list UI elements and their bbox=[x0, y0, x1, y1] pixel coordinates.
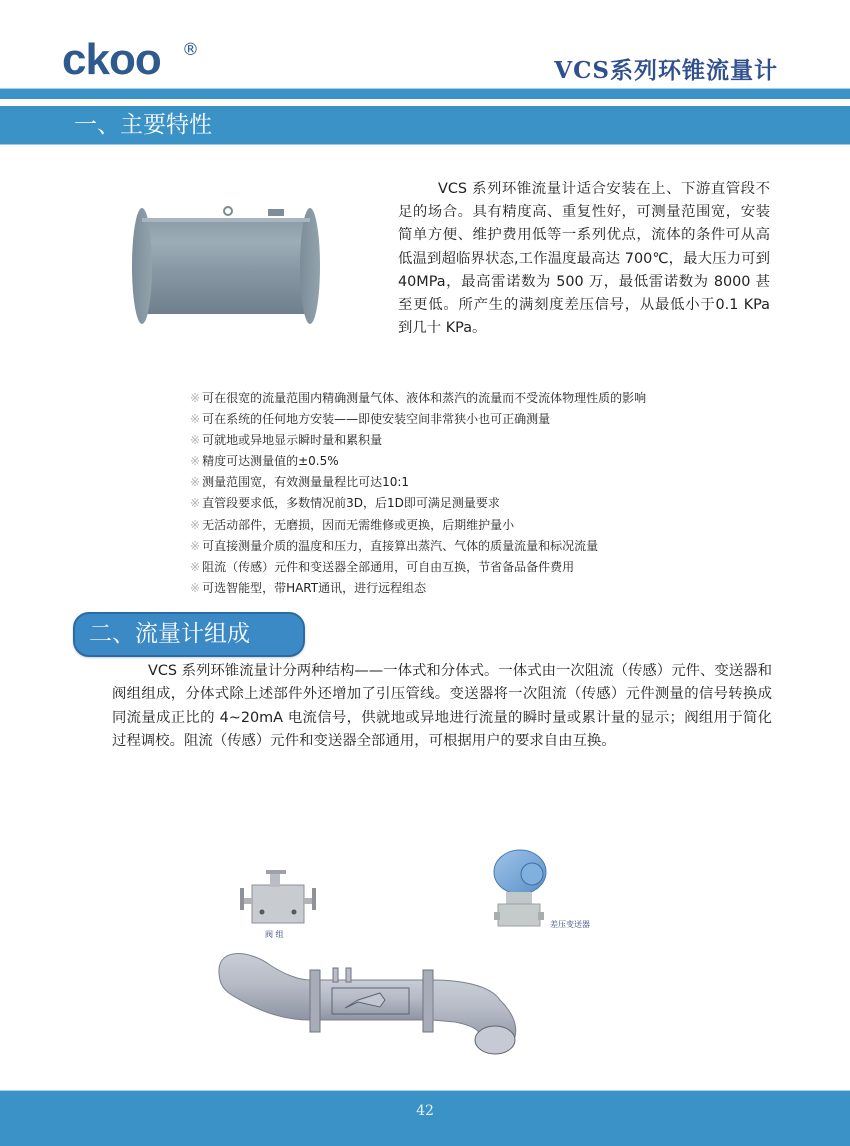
section1-title: 一、主要特性 bbox=[74, 112, 212, 138]
bullet-star-icon: ※ bbox=[190, 454, 201, 469]
feature-item bbox=[190, 493, 646, 514]
feature-text: 阻流（传感）元件和变送器全部通用，可自由互换，节省备品备件费用 bbox=[202, 559, 575, 574]
brand-logo: ckoo bbox=[62, 35, 161, 84]
feature-text: 精度可达测量值的±0.5% bbox=[202, 454, 339, 469]
feature-item bbox=[190, 451, 646, 472]
footer-bar bbox=[0, 1090, 850, 1146]
flowmeter-assembly-diagram bbox=[200, 840, 650, 1060]
bullet-star-icon: ※ bbox=[190, 412, 201, 427]
pressure-transmitter-icon bbox=[494, 850, 546, 926]
feature-text: 可在很宽的流量范围内精确测量气体、液体和蒸汽的流量而不受流体物理性质的影响 bbox=[202, 391, 647, 405]
composition-text: VCS 系列环锥流量计分两种结构——一体式和分体式。一体式由一次阻流（传感）元件、变送器和阀组组成，分体式除上述部件外还增加了引压管线。变送器将一次阻流（传感）元件测量的信号转换成同流量成正比的 4~20mA 电流信号，供就地或异地进行流量的瞬时量或累计量的显示；阀组用于简化过程调校。阻流（传感）元件和变送器全部通用，可根据用户的要求自由互换。 bbox=[112, 663, 772, 750]
feature-item bbox=[190, 557, 646, 578]
transmitter-label: 差压变送器 bbox=[550, 920, 590, 929]
valve-manifold-label: 阀 组 bbox=[265, 930, 284, 939]
feature-item bbox=[190, 472, 646, 493]
composition-paragraph bbox=[112, 660, 772, 754]
feature-item bbox=[190, 536, 646, 557]
feature-text: 可在系统的任何地方安装——即使安装空间非常狭小也可正确测量 bbox=[202, 412, 551, 427]
bullet-star-icon: ※ bbox=[190, 496, 201, 511]
feature-text: 可就地或异地显示瞬时量和累积量 bbox=[202, 433, 383, 448]
cone-flowmeter-photo bbox=[128, 206, 323, 326]
feature-text: 无活动部件，无磨损，因而无需维修或更换，后期维护量小 bbox=[202, 517, 515, 532]
registered-mark: ® bbox=[182, 40, 199, 60]
section1-header-bar bbox=[0, 106, 850, 145]
bullet-star-icon: ※ bbox=[190, 475, 201, 490]
cone-flowmeter-pipe-icon bbox=[219, 954, 516, 1054]
feature-item bbox=[190, 515, 646, 536]
document-title: VCS系列环锥流量计 bbox=[554, 57, 778, 84]
feature-text: 直管段要求低，多数情况前3D，后1D即可满足测量要求 bbox=[202, 496, 500, 511]
bullet-star-icon: ※ bbox=[190, 433, 201, 448]
page-number: 42 bbox=[416, 1103, 434, 1119]
feature-item bbox=[190, 578, 646, 599]
feature-list bbox=[190, 388, 646, 599]
bullet-star-icon: ※ bbox=[190, 517, 201, 532]
valve-manifold-icon bbox=[240, 870, 316, 923]
bullet-star-icon: ※ bbox=[190, 538, 201, 553]
feature-text: 可直接测量介质的温度和压力，直接算出蒸汽、气体的质量流量和标况流量 bbox=[202, 538, 599, 553]
feature-item bbox=[190, 430, 646, 451]
intro-text: VCS 系列环锥流量计适合安装在上、下游直管段不足的场合。具有精度高、重复性好，可测量范围宽，安装简单方便、维护费用低等一系列优点，流体的条件可从高低温到超临界状态,工作温度最高达 700℃，最大压力可到 40MPa，最高雷诺数为 500 万，最低雷诺数为 8000 甚至更低。所产生的满刻度差压信号，从最低小于0.1 KPa 到几十 KPa。 bbox=[398, 181, 770, 337]
header-divider-bar bbox=[0, 88, 850, 99]
bullet-star-icon: ※ bbox=[190, 580, 201, 595]
feature-text: 可选智能型，带HART通讯，进行远程组态 bbox=[202, 580, 427, 595]
section2-title: 二、流量计组成 bbox=[89, 621, 250, 647]
feature-text: 测量范围宽，有效测量量程比可达10:1 bbox=[202, 475, 410, 490]
feature-item bbox=[190, 388, 646, 409]
feature-item bbox=[190, 409, 646, 430]
intro-paragraph bbox=[398, 178, 770, 340]
section2-header-pill bbox=[73, 612, 305, 657]
bullet-star-icon: ※ bbox=[190, 559, 201, 574]
bullet-star-icon: ※ bbox=[190, 391, 201, 405]
